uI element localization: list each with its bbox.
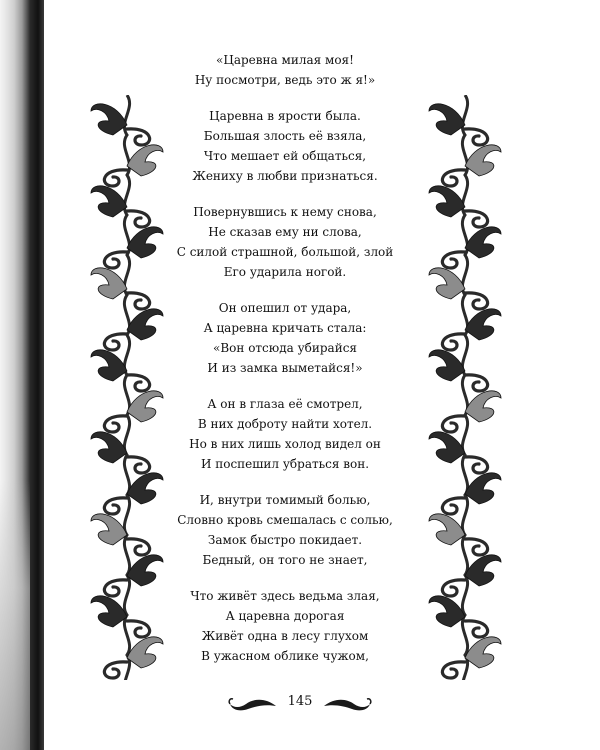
poem-line: И из замка выметайся!» (207, 361, 363, 375)
poem-line: А царевна кричать стала: (203, 321, 367, 335)
poem-line: И поспешил убраться вон. (200, 457, 370, 471)
page-number: 145 (287, 694, 313, 709)
poem-line: Он опешил от удара, (218, 301, 352, 315)
poem-line: Бедный, он того не знает, (202, 553, 368, 567)
poem-line: Замок быстро покидает. (207, 533, 363, 547)
poem-line: Не сказав ему ни слова, (208, 225, 362, 239)
poem-line: Живёт одна в лесу глухом (201, 629, 369, 643)
stanza (150, 50, 420, 90)
poem-line: Большая злость её взяла, (203, 129, 367, 143)
poem-line: А царевна дорогая (225, 609, 345, 623)
page-footer (0, 692, 600, 722)
poem-line: «Вон отсюда убирайся (213, 341, 357, 355)
stanza (150, 298, 420, 378)
poem-line: В них доброту найти хотел. (197, 417, 373, 431)
poem-line: Ну посмотри, ведь это ж я!» (194, 73, 376, 87)
poem-line: Жениху в любви признаться. (192, 169, 378, 183)
stanza (150, 106, 420, 186)
poem-line: Его ударила ногой. (223, 265, 347, 279)
poem-line: Словно кровь смешалась с солью, (177, 513, 393, 527)
poem-line: Что живёт здесь ведьма злая, (190, 589, 380, 603)
book-spine-edge (0, 0, 44, 750)
poem-line: Повернувшись к нему снова, (193, 205, 377, 219)
poem-line: С силой страшной, большой, злой (176, 245, 394, 259)
poem-line: «Царевна милая моя! (216, 53, 354, 67)
poem-line: Царевна в ярости была. (209, 109, 361, 123)
stanza (150, 202, 420, 282)
stanza (150, 490, 420, 570)
poem-line: И, внутри томимый болью, (199, 493, 371, 507)
poem-line: А он в глаза её смотрел, (207, 397, 363, 411)
poem-line: Но в них лишь холод видел он (189, 437, 381, 451)
stanza (150, 394, 420, 474)
poem-line: В ужасном облике чужом, (201, 649, 369, 663)
scroll-flourish-icon (322, 694, 374, 714)
poem-line: Что мешает ей общаться, (203, 149, 367, 163)
poem-text (150, 50, 420, 682)
acanthus-vine-icon (426, 95, 504, 680)
stanza (150, 586, 420, 666)
